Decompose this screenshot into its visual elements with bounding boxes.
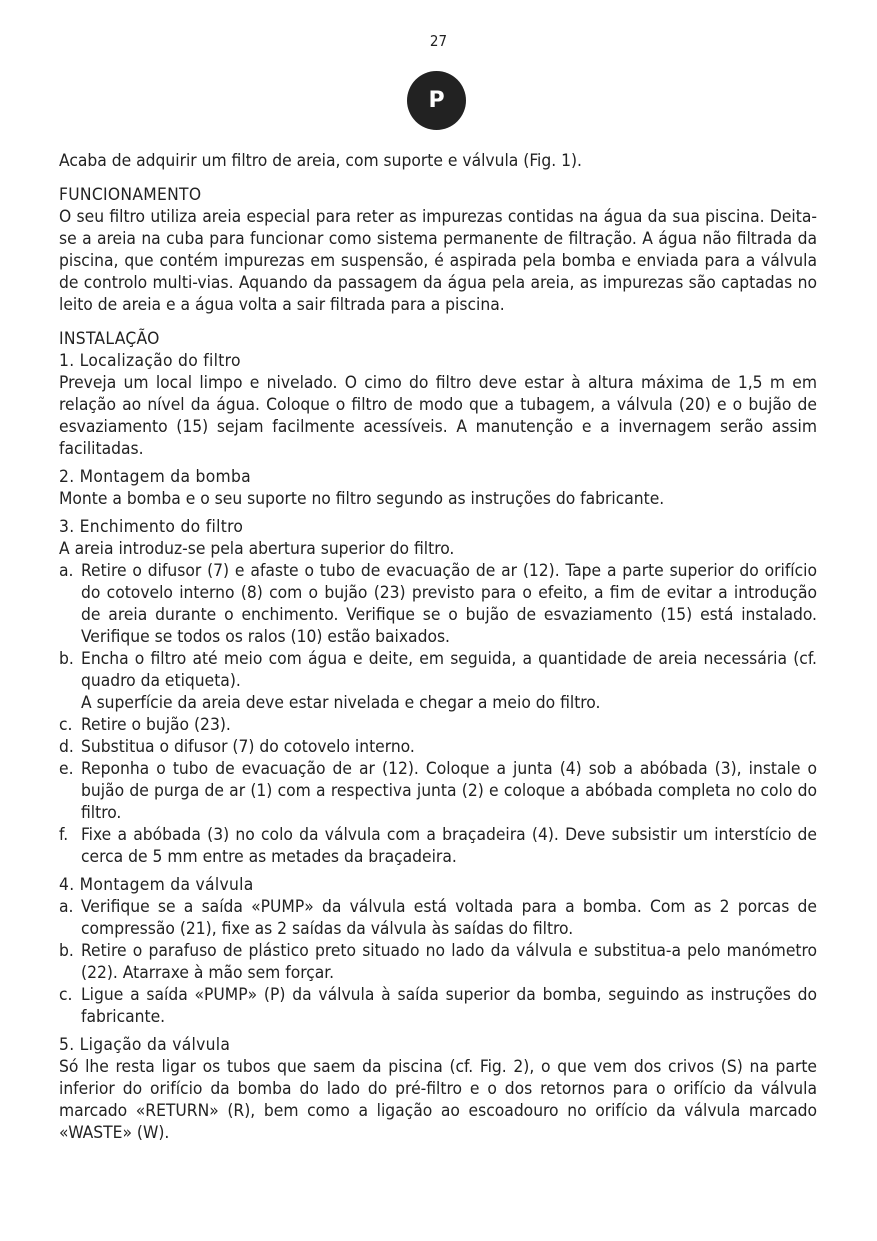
subsection-2-title: 2. Montagem da bomba bbox=[59, 467, 251, 487]
step-label: c. bbox=[59, 985, 73, 1005]
subsection-3-text: A areia introduz-se pela abertura superior do filtro. bbox=[59, 539, 455, 559]
subsection-3-title: 3. Enchimento do filtro bbox=[59, 517, 244, 537]
funcionamento-text: O seu filtro utiliza areia especial para reter as impurezas contidas na água da sua piscina. Deita-se a areia na cuba para funcionar como sistema permanente de filtração. A água não filtrada da piscina, que contém impurezas em suspensão, é aspirada pela bomba e enviada para a válvula de controlo multi-vias. Aquando da passagem da água pela areia, as impurezas são captadas no leito de areia e a água volta a sair filtrada para a piscina. bbox=[59, 207, 817, 315]
subsection-3 bbox=[59, 516, 817, 868]
list-item bbox=[59, 896, 817, 940]
heading-funcionamento: FUNCIONAMENTO bbox=[59, 185, 202, 205]
intro-text: Acaba de adquirir um filtro de areia, com suporte e válvula (Fig. 1). bbox=[59, 151, 582, 171]
subsection-2-text: Monte a bomba e o seu suporte no filtro segundo as instruções do fabricante. bbox=[59, 489, 665, 509]
list-item bbox=[59, 714, 817, 736]
step-label: c. bbox=[59, 715, 73, 735]
step-note: A superfície da areia deve estar nivelada e chegar a meio do filtro. bbox=[81, 693, 601, 713]
subsection-4-title: 4. Montagem da válvula bbox=[59, 875, 254, 895]
step-text: Verifique se a saída «PUMP» da válvula está voltada para a bomba. Com as 2 porcas de compressão (21), fixe as 2 saídas da válvula às saídas do filtro. bbox=[81, 897, 817, 939]
list-item bbox=[59, 560, 817, 648]
list-item bbox=[59, 648, 817, 714]
list-item bbox=[59, 736, 817, 758]
page-number: 27 bbox=[429, 32, 448, 50]
step-text: Reponha o tubo de evacuação de ar (12). Coloque a junta (4) sob a abóbada (3), instale o bujão de purga de ar (1) com a respectiva junta (2) e coloque a abóbada completa no colo do filtro. bbox=[81, 759, 817, 823]
subsection-1 bbox=[59, 350, 817, 460]
step-text: Encha o filtro até meio com água e deite, em seguida, a quantidade de areia necessária (cf. quadro da etiqueta). bbox=[81, 649, 817, 691]
step-text: Retire o parafuso de plástico preto situado no lado da válvula e substitua-a pelo manómetro (22). Atarraxe à mão sem forçar. bbox=[81, 941, 817, 983]
step-text: Fixe a abóbada (3) no colo da válvula com a braçadeira (4). Deve subsistir um interstício de cerca de 5 mm entre as metades da braçadeira. bbox=[81, 825, 817, 867]
step-label: b. bbox=[59, 649, 74, 669]
step-text: Ligue a saída «PUMP» (P) da válvula à saída superior da bomba, seguindo as instruções do fabricante. bbox=[81, 985, 817, 1027]
subsection-3-steps bbox=[59, 560, 817, 868]
document-body bbox=[59, 150, 817, 1150]
subsection-5-text: Só lhe resta ligar os tubos que saem da piscina (cf. Fig. 2), o que vem dos crivos (S) na parte inferior do orifício da bomba do lado do pré-filtro e o dos retornos para o orifício da válvula marcado «RETURN» (R), bem como a ligação ao escoadouro no orifício da válvula marcado «WASTE» (W). bbox=[59, 1057, 817, 1143]
subsection-5 bbox=[59, 1034, 817, 1144]
step-label: e. bbox=[59, 759, 74, 779]
section-instalacao bbox=[59, 328, 817, 1144]
list-item bbox=[59, 824, 817, 868]
language-badge: P bbox=[407, 71, 466, 130]
list-item bbox=[59, 940, 817, 984]
step-label: a. bbox=[59, 897, 74, 917]
step-text: Retire o bujão (23). bbox=[81, 715, 231, 735]
step-text: Substitua o difusor (7) do cotovelo interno. bbox=[81, 737, 415, 757]
step-text: Retire o difusor (7) e afaste o tubo de evacuação de ar (12). Tape a parte superior do orifício do cotovelo interno (8) com o bujão (23) previsto para o efeito, a fim de evitar a introdução de areia durante o enchimento. Verifique se o bujão de esvaziamento (15) está instalado. Verifique se todos os ralos (10) estão baixados. bbox=[81, 561, 817, 647]
step-label: f. bbox=[59, 825, 69, 845]
subsection-5-title: 5. Ligação da válvula bbox=[59, 1035, 231, 1055]
step-label: d. bbox=[59, 737, 74, 757]
subsection-2 bbox=[59, 466, 817, 510]
step-label: a. bbox=[59, 561, 74, 581]
list-item bbox=[59, 984, 817, 1028]
list-item bbox=[59, 758, 817, 824]
subsection-1-text: Preveja um local limpo e nivelado. O cimo do filtro deve estar à altura máxima de 1,5 m em relação ao nível da água. Coloque o filtro de modo que a tubagem, a válvula (20) e o bujão de esvaziamento (15) sejam facilmente acessíveis. A manutenção e a invernagem serão assim facilitadas. bbox=[59, 373, 817, 459]
step-label: b. bbox=[59, 941, 74, 961]
section-funcionamento bbox=[59, 184, 817, 316]
subsection-4 bbox=[59, 874, 817, 1028]
heading-instalacao: INSTALAÇÃO bbox=[59, 329, 160, 349]
subsection-4-steps bbox=[59, 896, 817, 1028]
subsection-1-title: 1. Localização do filtro bbox=[59, 351, 241, 371]
